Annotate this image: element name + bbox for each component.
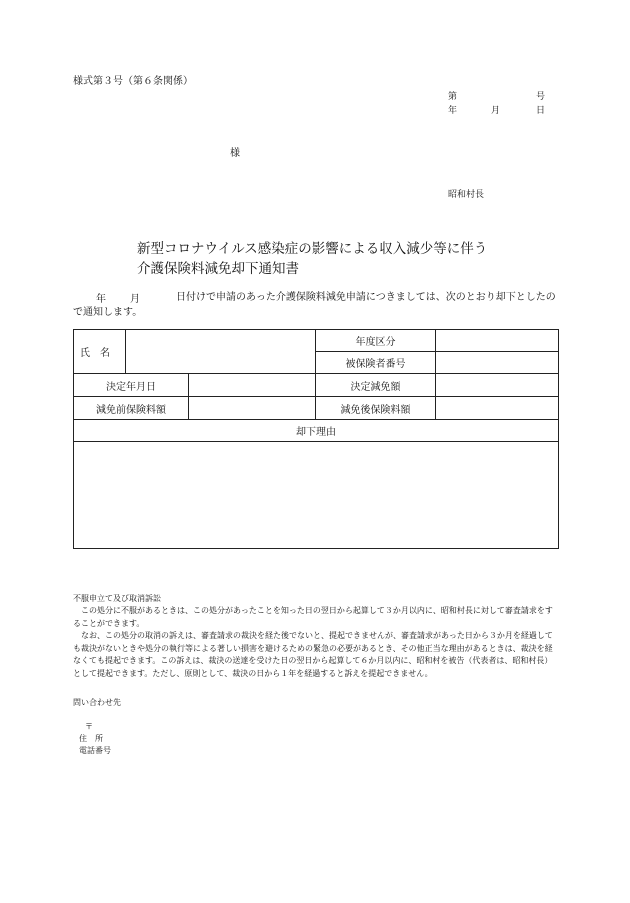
address-label: 住 所 (79, 734, 103, 743)
rejection-form-table (73, 329, 559, 549)
contact-heading: 問い合わせ先 (73, 698, 121, 707)
decision-date-value-cell (189, 374, 316, 397)
fiscal-year-label-cell (316, 330, 436, 352)
insured-number-label: 被保険者番号 (345, 359, 406, 370)
name-label-cell (74, 330, 126, 374)
premium-after-label: 減免後保険料額 (340, 404, 411, 416)
doc-number-label: 第 (448, 92, 458, 102)
decided-reduction-label-cell (316, 374, 436, 397)
date-year-label: 年 (448, 106, 458, 116)
appeal-heading: 不服申立て及び取消訴訟 (73, 594, 161, 603)
date-day-label: 日 (536, 106, 546, 116)
premium-after-value-cell (436, 397, 559, 420)
insured-number-label-cell (316, 352, 436, 374)
decision-date-label-cell (74, 374, 189, 397)
rejection-reason-label: 却下理由 (296, 427, 336, 438)
appeal-paragraph-2: なお、この処分の取消の訴えは、審査請求の裁決を経た後でないと、提起できませんが、審査請求があった日から３か月を経過しても裁決がないときや処分の執行等による著しい損害を避けるための緊急の必要があるとき、その他正当な理由があるときは、裁決を経なくても提起できます。この訴えは、裁決の送達を受けた日の翌日から起算して６か月以内に、昭和村を被告（代表者は、昭和村長）として提起できます。ただし、原則として、裁決の日から１年を経過すると訴えを提起できません。 (73, 631, 553, 678)
insured-number-value-cell (436, 352, 559, 374)
phone-label: 電話番号 (79, 746, 111, 755)
sender-name: 昭和村長 (448, 190, 485, 200)
decided-reduction-value-cell (436, 374, 559, 397)
decided-reduction-label: 決定減免額 (350, 381, 401, 393)
intro-month: 月 (130, 294, 140, 305)
intro-year: 年 (96, 294, 106, 305)
fiscal-year-label: 年度区分 (355, 337, 396, 348)
name-value-cell (126, 330, 316, 374)
premium-after-label-cell (316, 397, 436, 420)
premium-before-label: 減免前保険料額 (96, 404, 166, 416)
postal-mark: 〒 (85, 722, 93, 731)
date-month-label: 月 (491, 106, 501, 116)
intro-text: 日付けで申請のあった介護保険料減免申請につきましては、次のとおり却下としたので通知します。 (73, 292, 556, 318)
recipient-suffix: 様 (230, 148, 240, 159)
form-number: 様式第３号（第６条関係） (73, 76, 193, 87)
premium-before-value-cell (189, 397, 316, 420)
decision-date-label: 決定年月日 (106, 381, 156, 393)
document-title-line2: 介護保険料減免却下通知書 (137, 261, 299, 277)
document-title-line1: 新型コロナウイルス感染症の影響による収入減少等に伴う (137, 241, 488, 257)
fiscal-year-value-cell (436, 330, 559, 352)
premium-before-label-cell (74, 397, 189, 420)
rejection-reason-value-cell (74, 442, 559, 549)
name-label: 氏 名 (80, 348, 110, 359)
appeal-paragraph-1: この処分に不服があるときは、この処分があったことを知った日の翌日から起算して３か月以内に、昭和村長に対して審査請求をすることができます。 (73, 606, 553, 628)
rejection-reason-label-cell (74, 420, 559, 442)
doc-number-suffix: 号 (536, 92, 546, 102)
